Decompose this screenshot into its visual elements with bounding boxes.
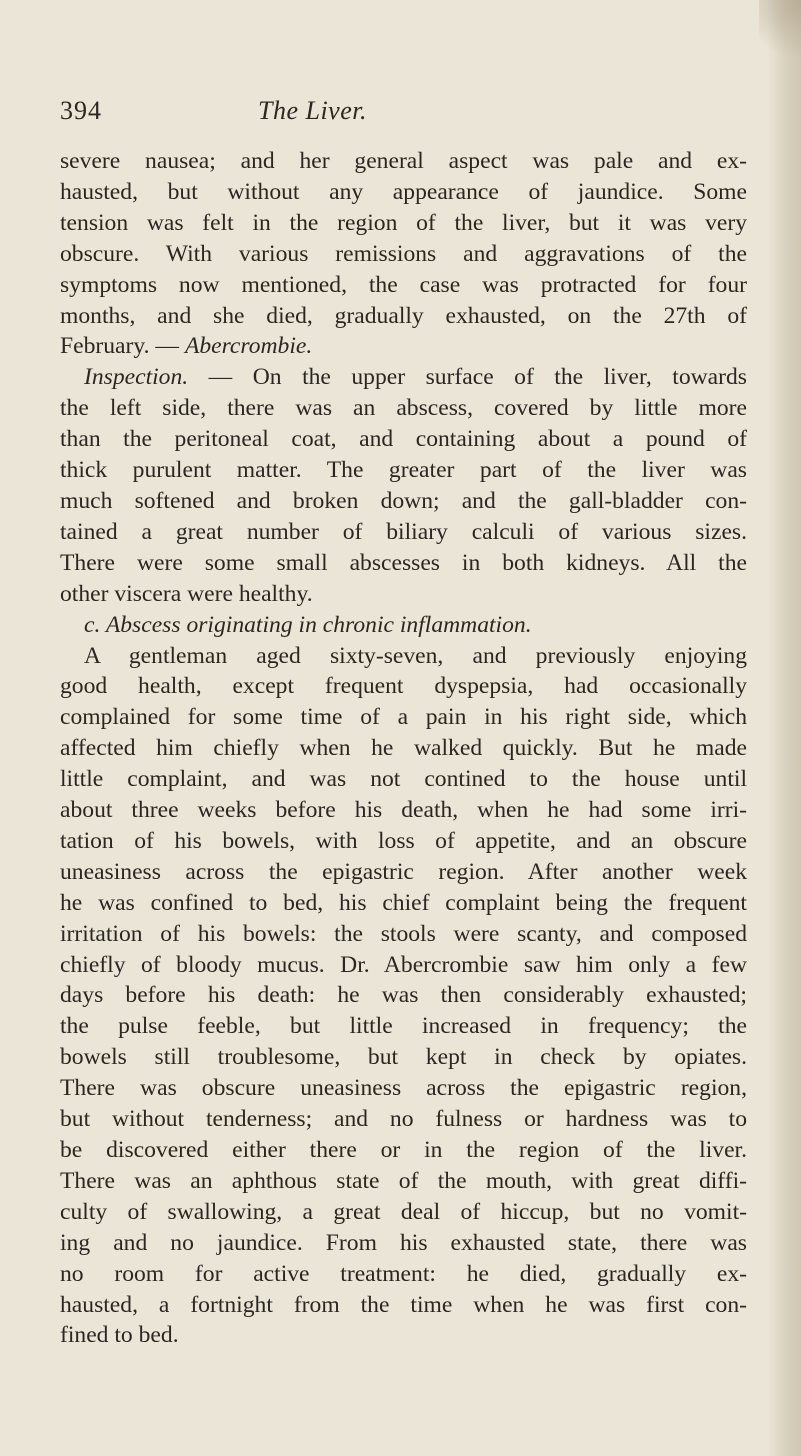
author-signature: Abercrombie.	[184, 333, 313, 360]
page-edge-shadow	[767, 0, 801, 1456]
text-line	[60, 362, 747, 393]
text-line: be discovered either there or in the region of the liver.	[60, 1137, 747, 1163]
text-line: complained for some time of a pain in his right side, which	[60, 704, 747, 731]
running-head: The Liver.	[258, 96, 367, 125]
page-number: 394	[60, 96, 102, 125]
text-line: obscure. With various remissions and aggravations of the	[60, 240, 747, 267]
text-line: tation of his bowels, with loss of appetite, and an obscure	[60, 827, 747, 854]
text-line: ing and no jaundice. From his exhausted state, there was	[60, 1229, 747, 1256]
text-line: but without tenderness; and no fulness or hardness was to	[60, 1106, 747, 1133]
text-line: the left side, there was an abscess, covered by little more	[60, 395, 747, 422]
text-line: the pulse feeble, but little increased in frequency; the	[60, 1013, 747, 1040]
text-line: tension was felt in the region of the liver, but it was very	[60, 209, 747, 236]
text-line: symptoms now mentioned, the case was protracted for four	[60, 271, 747, 298]
page-header	[60, 96, 750, 136]
text-line: about three weeks before his death, when he had some irri-	[60, 797, 747, 824]
text-line: hausted, a fortnight from the time when he was first con-	[60, 1291, 747, 1318]
text-line: uneasiness across the epigastric region. After another week	[60, 858, 747, 885]
text-line: than the peritoneal coat, and containing about a pound of	[60, 426, 747, 453]
text-fragment: February. —	[60, 333, 185, 360]
text-line: There was an aphthous state of the mouth, with great diffi-	[60, 1167, 747, 1194]
body-text	[60, 146, 747, 1351]
text-line: There were some small abscesses in both kidneys. All the	[60, 549, 747, 576]
text-line: other viscera were healthy.	[60, 580, 313, 607]
text-line: severe nausea; and her general aspect was pale and ex-	[60, 148, 747, 174]
text-line: little complaint, and was not contined to the house until	[60, 766, 747, 793]
text-line: culty of swallowing, a great deal of hiccup, but no vomit-	[60, 1198, 747, 1225]
text-line: much softened and broken down; and the gall-bladder con-	[60, 487, 747, 514]
text-line: months, and she died, gradually exhausted, on the 27th of	[60, 302, 747, 329]
paragraph-case-conclusion	[60, 146, 747, 362]
text-line: good health, except frequent dyspepsia, had occasionally	[60, 673, 747, 700]
text-line: irritation of his bowels: the stools were scanty, and composed	[60, 920, 747, 947]
text-line: fined to bed.	[60, 1322, 179, 1349]
page-corner-stain	[759, 0, 801, 70]
text-line: thick purulent matter. The greater part of the liver was	[60, 457, 747, 484]
section-heading	[60, 610, 747, 641]
paragraph-inspection	[60, 362, 747, 609]
text-line: bowels still troublesome, but kept in check by opiates.	[60, 1044, 747, 1071]
text-line: affected him chiefly when he walked quickly. But he made	[60, 735, 747, 762]
paragraph-case-history	[60, 641, 747, 1352]
text-fragment: — On the upper surface of the liver, towards	[188, 364, 747, 391]
text-line: tained a great number of biliary calculi of various sizes.	[60, 518, 747, 545]
text-line: chiefly of bloody mucus. Dr. Abercrombie saw him only a few	[60, 951, 747, 978]
text-line: no room for active treatment: he died, gradually ex-	[60, 1260, 747, 1287]
text-line: hausted, but without any appearance of jaundice. Some	[60, 178, 747, 205]
text-line: There was obscure uneasiness across the epigastric region,	[60, 1075, 747, 1102]
text-line: he was confined to bed, his chief complaint being the frequent	[60, 889, 747, 916]
text-line: A gentleman aged sixty-seven, and previously enjoying	[84, 642, 747, 669]
section-heading-text: c. Abscess originating in chronic inflammation.	[84, 611, 532, 638]
inspection-label: Inspection.	[84, 364, 189, 391]
text-line: days before his death: he was then considerably exhausted;	[60, 982, 747, 1009]
text-line	[60, 331, 747, 362]
